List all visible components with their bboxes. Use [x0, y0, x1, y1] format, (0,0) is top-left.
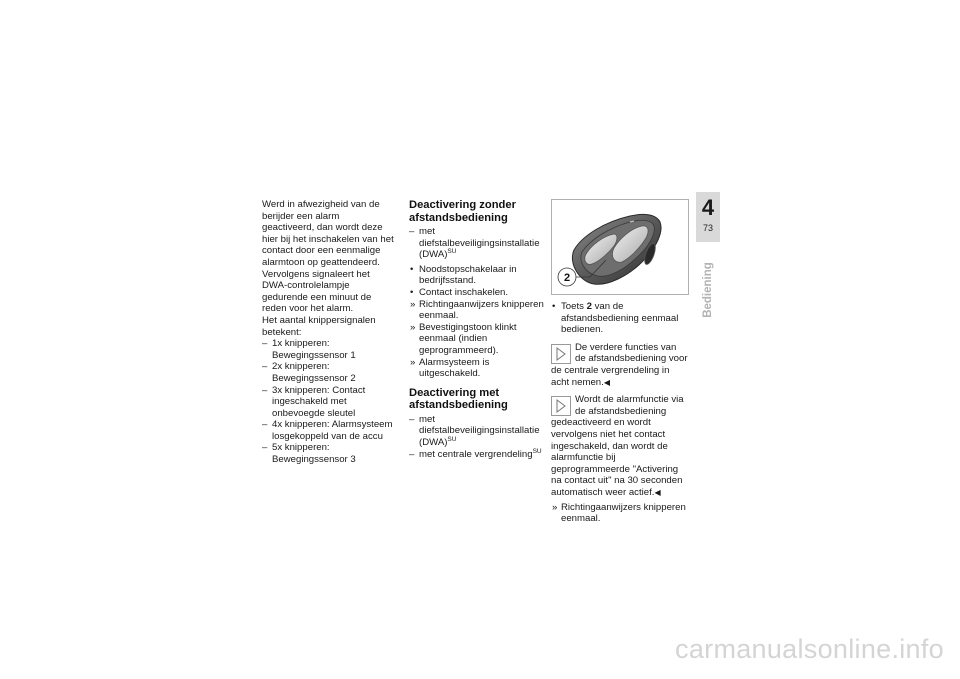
note-central-locking — [551, 342, 689, 388]
result-item: » Bevestigingstoon klinkt eenmaal (indien geprogrammeerd). — [409, 322, 547, 357]
step-text: van de afstandsbediening eenmaal bedienen. — [561, 301, 679, 336]
chapter-number: 4 — [701, 195, 715, 220]
list-item: – 2x knipperen: Bewegingssensor 2 — [262, 361, 394, 384]
special-equipment-mark: SU — [532, 447, 542, 455]
equipment-list-2 — [409, 414, 547, 460]
chapter-sidebar — [696, 192, 720, 342]
special-equipment-mark: SU — [447, 248, 457, 256]
chapter-tab — [696, 192, 720, 242]
watermark: carmanualsonline.info — [675, 634, 944, 664]
remote-step-list — [551, 301, 689, 336]
column-alarm-signals — [262, 199, 394, 466]
result-item: » Richtingaanwijzers knipperen eenmaal. — [551, 502, 689, 525]
hint-icon — [551, 396, 571, 416]
intro-paragraph: Werd in afwezigheid van de berijder een alarm geactiveerd, dan wordt deze hier bij het inschakelen van het contact door een eenmalige alarmtoon op geattendeerd. Vervolgens signaleert het DWA-controlelampje gedurende een minuut de reden voor het alarm. — [262, 199, 394, 315]
end-mark: ◀ — [603, 377, 610, 387]
step-item: • Contact inschakelen. — [409, 287, 547, 299]
column-deactivation — [409, 199, 547, 460]
remote-control-figure — [551, 199, 689, 295]
special-equipment-mark: SU — [447, 435, 457, 443]
section-label: Bediening — [702, 262, 714, 318]
callout-number: 2 — [563, 272, 571, 284]
remote-key-illustration — [552, 200, 689, 295]
step-list — [409, 264, 547, 380]
list-item: – 1x knipperen: Bewegingssensor 1 — [262, 338, 394, 361]
equipment-item — [409, 226, 547, 261]
equipment-item — [409, 414, 547, 449]
remote-result-list — [551, 502, 689, 525]
list-item: – 3x knipperen: Contact ingeschakeld met onbevoegde sleutel — [262, 385, 394, 420]
equipment-text: met diefstalbeveiligingsinstallatie (DWA) — [419, 226, 540, 261]
equipment-item — [409, 449, 547, 461]
heading-deactivation-with-remote: Deactivering met afstandsbediening — [409, 386, 508, 412]
step-item: • Noodstopschakelaar in bedrijfsstand. — [409, 264, 547, 287]
result-item: » Richtingaanwijzers knipperen eenmaal. — [409, 299, 547, 322]
step-text: Toets — [561, 301, 587, 312]
note-text: De verdere functies van de afstandsbediening voor de centrale vergrendeling in acht nemen. — [551, 341, 688, 388]
count-label: Het aantal knippersignalen betekent: — [262, 314, 376, 338]
step-key: 2 — [586, 301, 592, 312]
page-number: 73 — [702, 223, 713, 233]
equipment-text: met centrale vergrendeling — [419, 448, 533, 460]
list-item: – 5x knipperen: Bewegingssensor 3 — [262, 442, 394, 465]
heading-deactivation-without-remote: Deactivering zonder afstandsbediening — [409, 199, 516, 224]
hint-icon — [551, 344, 571, 364]
note-text: Wordt de alarmfunctie via de afstandsbediening gedeactiveerd en wordt vervolgens niet het contact ingeschakeld, dan wordt de alarmfunctie bij geprogrammeerde "Activering na contact uit" na 30 seconden automatisch weer actief. — [551, 394, 684, 498]
step-item — [551, 301, 689, 336]
signal-list — [262, 338, 394, 466]
result-item: » Alarmsysteem is uitgeschakeld. — [409, 357, 547, 380]
column-remote — [551, 199, 689, 525]
note-auto-reactivation — [551, 394, 689, 498]
end-mark: ◀ — [654, 487, 661, 497]
list-item: – 4x knipperen: Alarmsysteem losgekoppeld van de accu — [262, 419, 394, 442]
equipment-text: met diefstalbeveiligingsinstallatie (DWA) — [419, 413, 540, 448]
equipment-list-1 — [409, 226, 547, 261]
